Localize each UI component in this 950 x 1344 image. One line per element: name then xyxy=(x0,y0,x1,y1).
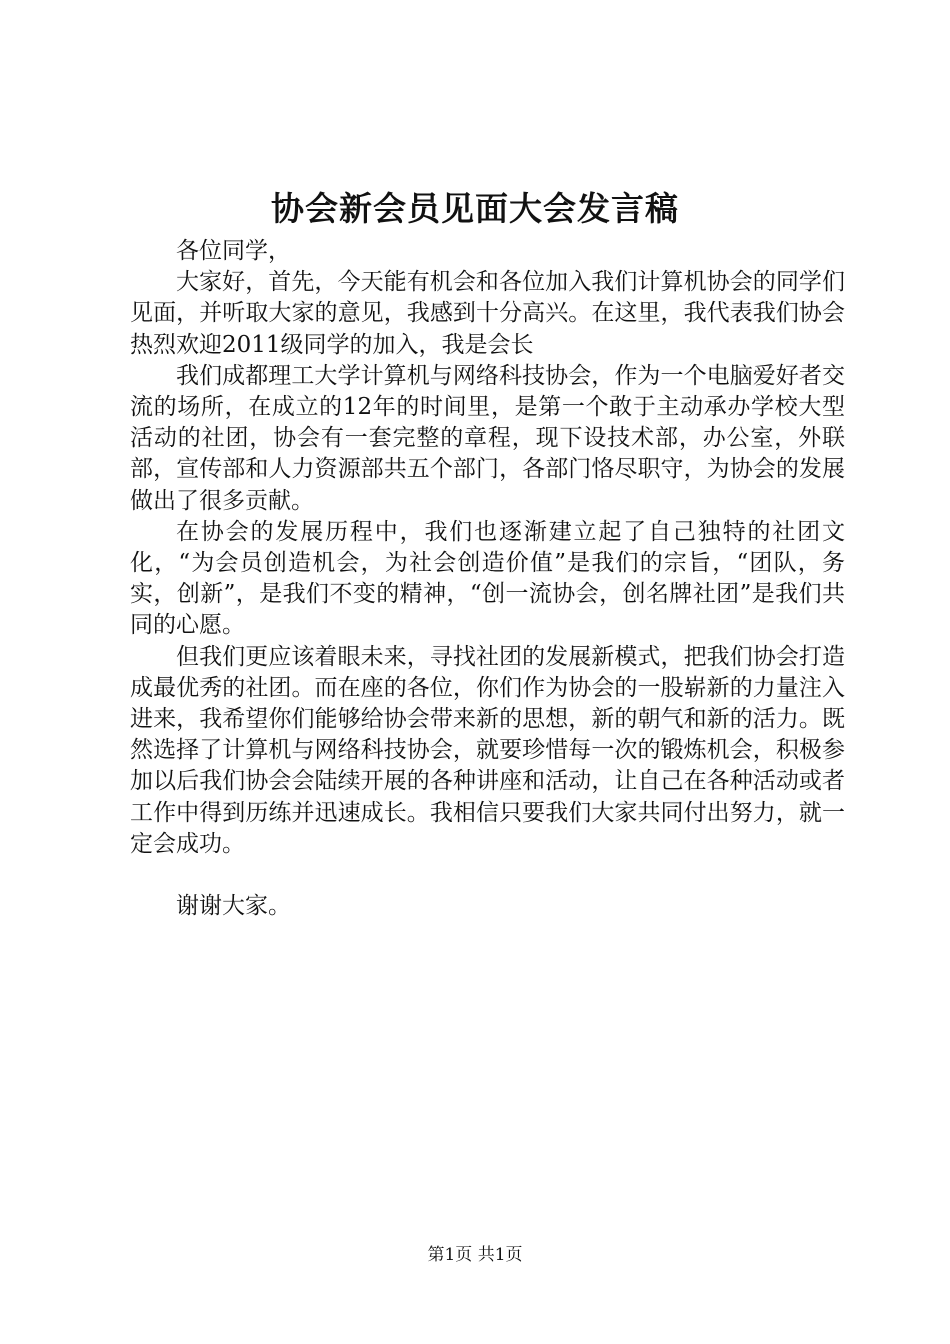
document-title: 协会新会员见面大会发言稿 xyxy=(271,189,679,228)
page-footer: 第1页 共1页 xyxy=(427,1245,523,1265)
future-paragraph: 但我们更应该着眼未来，寻找社团的发展新模式，把我们协会打造成最优秀的社团。而在座的各位，你们作为协会的一股崭新的力量注入进来，我希望你们能够给协会带来新的思想，新的朝气和新的活力。既然选择了计算机与网络科技协会，就要珍惜每一次的锻炼机会，积极参加以后我们协会会陆续开展的各种讲座和活动，让自己在各种活动或者工作中得到历练并迅速成长。我相信只要我们大家共同付出努力，就一定会成功。 xyxy=(130,643,845,857)
greeting-paragraph: 大家好，首先，今天能有机会和各位加入我们计算机协会的同学们见面，并听取大家的意见，我感到十分高兴。在这里，我代表我们协会热烈欢迎2011级同学的加入，我是会长 xyxy=(130,269,845,358)
document-body xyxy=(130,236,845,922)
salutation-paragraph: 各位同学， xyxy=(176,238,291,264)
culture-paragraph: 在协会的发展历程中，我们也逐渐建立起了自己独特的社团文化，“为会员创造机会，为社会创造价值”是我们的宗旨，“团队，务实，创新”，是我们不变的精神，“创一流协会，创名牌社团”是我们共同的心愿。 xyxy=(130,518,845,639)
closing-paragraph: 谢谢大家。 xyxy=(176,893,291,920)
association-intro-paragraph: 我们成都理工大学计算机与网络科技协会，作为一个电脑爱好者交流的场所，在成立的12年的时间里，是第一个敢于主动承办学校大型活动的社团，协会有一套完整的章程，现下设技术部，办公室，外联部，宣传部和人力资源部共五个部门，各部门恪尽职守，为协会的发展做出了很多贡献。 xyxy=(130,362,845,514)
